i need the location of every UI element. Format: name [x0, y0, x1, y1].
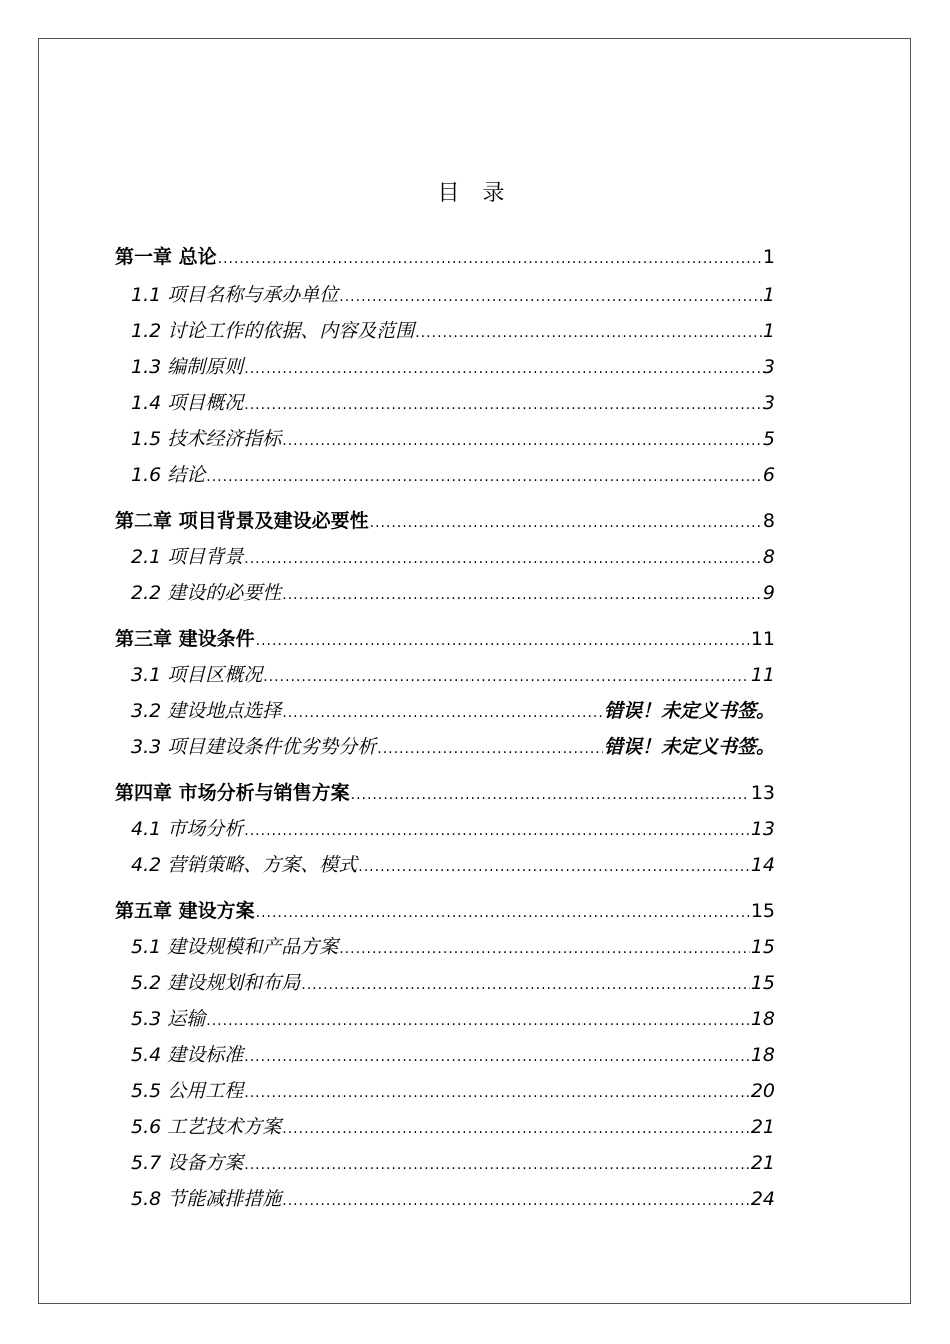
toc-leader-dots: [244, 823, 750, 839]
toc-chapter-entry[interactable]: [115, 506, 775, 533]
toc-entry-label: 第三章 建设条件: [115, 628, 255, 650]
toc-page-number: 21: [750, 1116, 775, 1138]
toc-entry-label: 5.5 公用工程: [131, 1080, 244, 1102]
toc-section-entry[interactable]: [115, 932, 775, 959]
toc-entry-label: 1.1 项目名称与承办单位: [131, 284, 339, 306]
toc-page-number: 13: [750, 818, 775, 840]
toc-section-entry[interactable]: [115, 1148, 775, 1175]
toc-entry-label: 5.4 建设标准: [131, 1044, 244, 1066]
toc-leader-dots: [244, 1085, 750, 1101]
toc-section-entry[interactable]: [115, 1184, 775, 1211]
toc-chapter-entry[interactable]: [115, 242, 775, 269]
toc-leader-dots: [244, 1157, 750, 1173]
toc-leader-dots: [263, 669, 750, 685]
toc-section-entry[interactable]: [115, 280, 775, 307]
toc-entry-label: 第五章 建设方案: [115, 900, 255, 922]
toc-page-number: 11: [750, 628, 775, 650]
toc-section-entry[interactable]: [115, 388, 775, 415]
toc-page-number: 3: [762, 392, 775, 414]
toc-chapter-entry[interactable]: [115, 624, 775, 651]
toc-page-number: 8: [762, 510, 775, 532]
toc-entry-label: 5.2 建设规划和布局: [131, 972, 301, 994]
toc-leader-dots: [256, 633, 750, 649]
toc-leader-dots: [282, 1193, 750, 1209]
toc-section-entry[interactable]: [115, 424, 775, 451]
toc-section-entry[interactable]: [115, 850, 775, 877]
toc-leader-dots: [244, 397, 762, 413]
toc-section-entry[interactable]: [115, 542, 775, 569]
toc-leader-dots: [282, 587, 762, 603]
toc-entry-label: 1.6 结论: [131, 464, 206, 486]
toc-page-number: 3: [762, 356, 775, 378]
toc-leader-dots: [244, 361, 762, 377]
toc-leader-dots: [256, 905, 750, 921]
toc-section-entry[interactable]: [115, 1076, 775, 1103]
toc-entry-label: 3.1 项目区概况: [131, 664, 263, 686]
toc-leader-dots: [282, 705, 603, 721]
toc-leader-dots: [351, 787, 750, 803]
toc-leader-dots: [244, 551, 762, 567]
toc-leader-dots: [339, 941, 750, 957]
toc-entry-label: 5.3 运输: [131, 1008, 206, 1030]
toc-page-number: 24: [750, 1188, 775, 1210]
toc-page-number: 11: [750, 664, 775, 686]
toc-title: 目 录: [437, 181, 513, 206]
toc-page-number: 14: [750, 854, 775, 876]
toc-entry-label: 4.2 营销策略、方案、模式: [131, 854, 358, 876]
toc-section-entry[interactable]: [115, 1040, 775, 1067]
toc-entry-label: 3.3 项目建设条件优劣势分析: [131, 736, 377, 758]
toc-page-number: 15: [750, 900, 775, 922]
toc-entry-label: 5.8 节能减排措施: [131, 1188, 282, 1210]
toc-page-number: 6: [762, 464, 775, 486]
toc-leader-dots: [218, 251, 762, 267]
toc-chapter-entry[interactable]: [115, 896, 775, 923]
toc-section-entry[interactable]: [115, 352, 775, 379]
toc-entry-label: 5.6 工艺技术方案: [131, 1116, 282, 1138]
toc-page-number: 15: [750, 936, 775, 958]
toc-entry-label: 2.1 项目背景: [131, 546, 244, 568]
toc-chapter-entry[interactable]: [115, 778, 775, 805]
toc-section-entry[interactable]: [115, 578, 775, 605]
toc-leader-dots: [206, 469, 762, 485]
toc-section-entry[interactable]: [115, 968, 775, 995]
toc-entry-label: 第二章 项目背景及建设必要性: [115, 510, 369, 532]
toc-section-entry[interactable]: [115, 1004, 775, 1031]
toc-leader-dots: [358, 859, 750, 875]
toc-entry-label: 2.2 建设的必要性: [131, 582, 282, 604]
toc-section-entry[interactable]: [115, 660, 775, 687]
toc-leader-dots: [370, 515, 762, 531]
toc-entry-label: 1.2 讨论工作的依据、内容及范围: [131, 320, 415, 342]
toc-section-entry[interactable]: [115, 460, 775, 487]
toc-leader-dots: [206, 1013, 750, 1029]
toc-page-number: 18: [750, 1008, 775, 1030]
toc-page-number: 9: [762, 582, 775, 604]
toc-page-number: 8: [762, 546, 775, 568]
toc-section-entry[interactable]: [115, 316, 775, 343]
toc-entry-label: 1.3 编制原则: [131, 356, 244, 378]
toc-page-number: 5: [762, 428, 775, 450]
toc-page-number: 18: [750, 1044, 775, 1066]
toc-section-entry[interactable]: [115, 814, 775, 841]
toc-page-number: 15: [750, 972, 775, 994]
toc-page-number: 1: [762, 284, 775, 306]
toc-page-number: 1: [762, 246, 775, 268]
toc-leader-dots: [415, 325, 762, 341]
toc-page-number: 13: [750, 782, 775, 804]
toc-entry-label: 3.2 建设地点选择: [131, 700, 282, 722]
toc-entry-label: 第一章 总论: [115, 246, 217, 268]
toc-leader-dots: [377, 741, 603, 757]
toc-section-entry[interactable]: [115, 1112, 775, 1139]
toc-entry-label: 5.1 建设规模和产品方案: [131, 936, 339, 958]
toc-leader-dots: [339, 289, 762, 305]
toc-leader-dots: [244, 1049, 750, 1065]
toc-entry-label: 5.7 设备方案: [131, 1152, 244, 1174]
toc-page-number: 21: [750, 1152, 775, 1174]
toc-leader-dots: [282, 1121, 750, 1137]
toc-entry-label: 1.5 技术经济指标: [131, 428, 282, 450]
toc-entry-label: 4.1 市场分析: [131, 818, 244, 840]
toc-entry-label: 1.4 项目概况: [131, 392, 244, 414]
toc-leader-dots: [301, 977, 750, 993]
toc-entry-label: 第四章 市场分析与销售方案: [115, 782, 350, 804]
toc-page-number: 1: [762, 320, 775, 342]
toc-bookmark-error: 错误！未定义书签。: [603, 700, 775, 722]
toc-leader-dots: [282, 433, 762, 449]
toc-page-number: 20: [750, 1080, 775, 1102]
toc-bookmark-error: 错误！未定义书签。: [603, 736, 775, 758]
toc-section-entry[interactable]: [115, 696, 775, 723]
toc-section-entry[interactable]: [115, 732, 775, 759]
